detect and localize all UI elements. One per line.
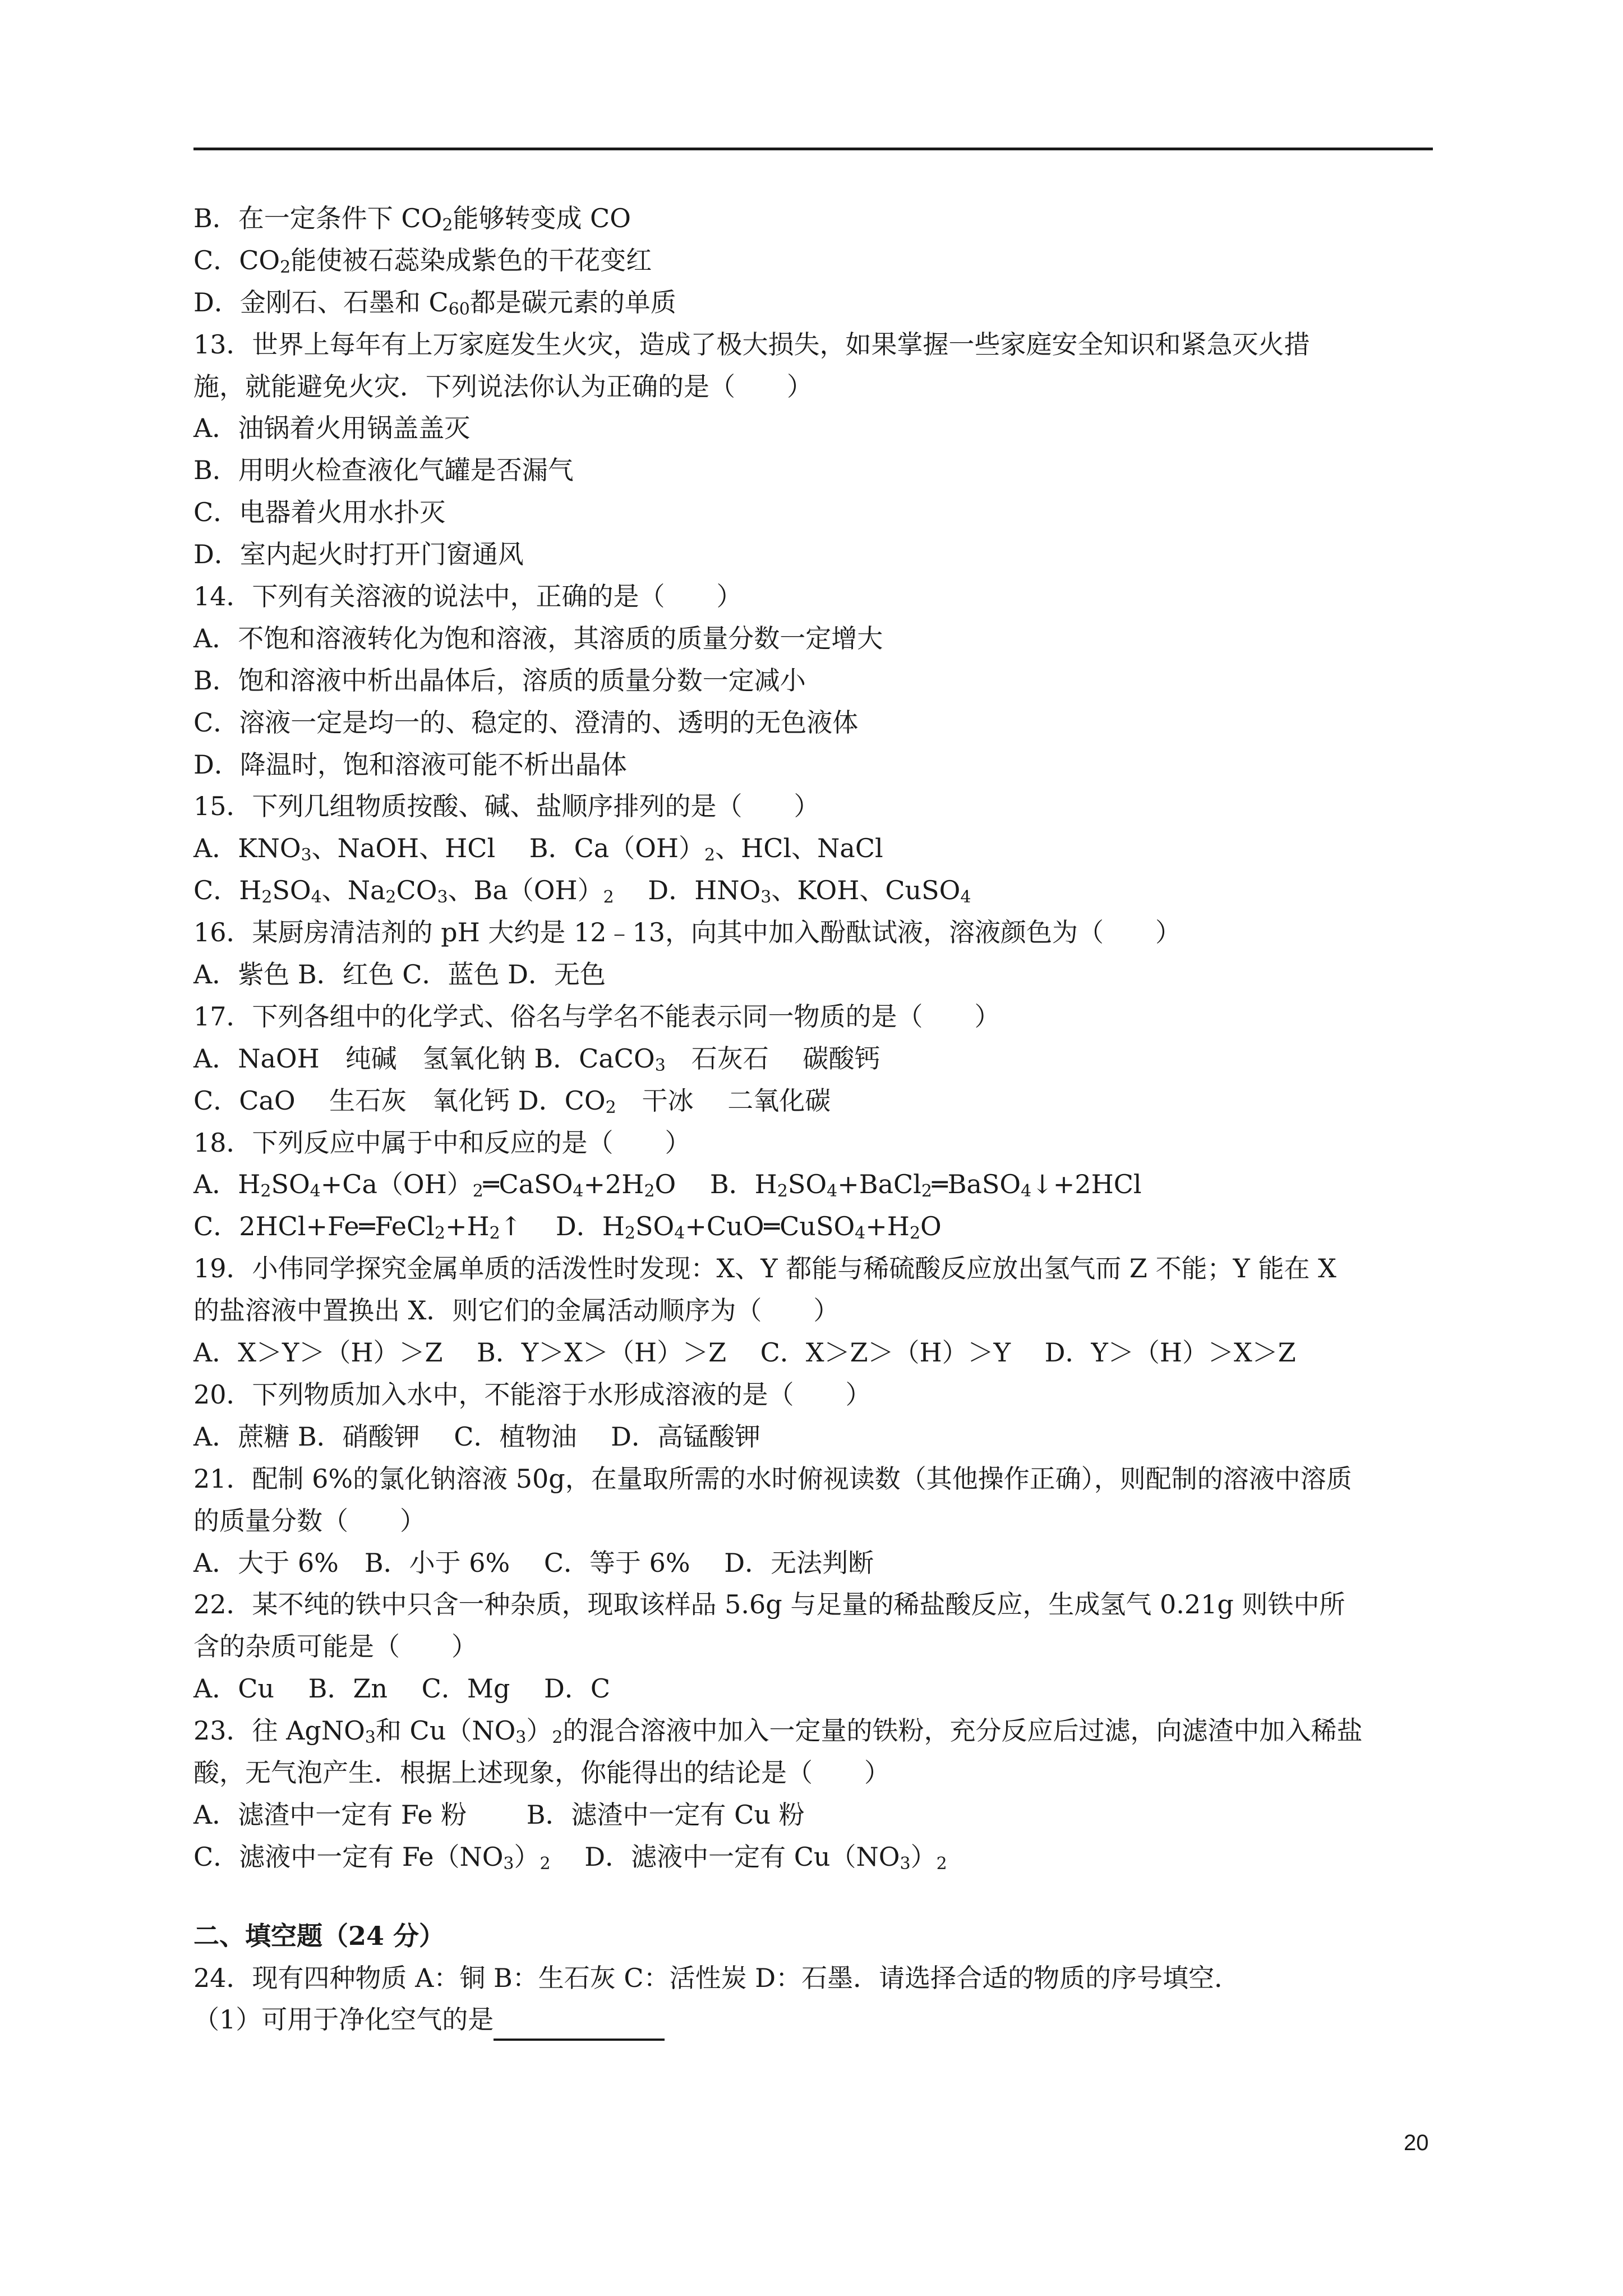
subscript: 4 — [311, 887, 322, 908]
text-run: 能使被石蕊染成紫色的干花变红 — [291, 245, 652, 275]
text-line — [193, 1458, 1436, 1500]
text-run: A．H — [193, 1169, 261, 1200]
text-line — [193, 240, 1436, 282]
text-line — [193, 533, 1436, 576]
text-line — [193, 1248, 1436, 1290]
text-run: 和 Cu（NO — [375, 1715, 516, 1746]
text-line — [193, 324, 1436, 366]
text-run: 酸，无气泡产生．根据上述现象，你能得出的结论是（ ） — [193, 1757, 890, 1788]
text-line — [193, 1163, 1436, 1205]
text-run: ） — [514, 1841, 540, 1872]
subscript: 2 — [385, 887, 396, 908]
subscript: 4 — [573, 1181, 584, 1202]
text-run: 施，就能避免火灾．下列说法你认为正确的是（ ） — [193, 371, 813, 402]
text-run: 的混合溶液中加入一定量的铁粉，充分反应后过滤，向滤渣中加入稀盐 — [562, 1715, 1363, 1746]
text-line — [193, 1205, 1436, 1248]
text-run: D．室内起火时打开门窗通风 — [193, 539, 524, 570]
text-line — [193, 1752, 1436, 1794]
text-run: B．用明火检查液化气罐是否漏气 — [193, 455, 574, 486]
text-run: A．蔗糖 B．硝酸钾 C．植物油 D．高锰酸钾 — [193, 1421, 760, 1452]
subscript: 2 — [603, 887, 614, 908]
text-line — [193, 1332, 1436, 1374]
text-run: A．紫色 B．红色 C．蓝色 D．无色 — [193, 959, 606, 990]
page-content — [193, 197, 1436, 2041]
text-run: 、KOH、CuSO — [771, 875, 961, 906]
text-line — [193, 1374, 1436, 1416]
text-run: 都是碳元素的单质 — [469, 287, 676, 318]
text-line — [193, 1957, 1436, 1999]
text-run: 14．下列有关溶液的说法中，正确的是（ ） — [193, 581, 743, 612]
text-run: D．金刚石、石墨和 C — [193, 287, 449, 318]
text-run: A．不饱和溶液转化为饱和溶液，其溶质的质量分数一定增大 — [193, 623, 883, 654]
text-run: SO — [271, 1169, 310, 1200]
answer-blank[interactable] — [494, 2009, 665, 2041]
subscript: 3 — [365, 1728, 376, 1748]
text-run: CO — [396, 875, 437, 906]
text-line — [193, 1668, 1436, 1710]
subscript: 3 — [760, 887, 772, 908]
text-run: 17．下列各组中的化学式、俗名与学名不能表示同一物质的是（ ） — [193, 1001, 1000, 1032]
subscript: 2 — [540, 1853, 551, 1874]
text-run: +Ca（OH） — [320, 1169, 473, 1200]
text-run: ↑ D．H — [500, 1211, 625, 1242]
text-run: D．滤液中一定有 Cu（NO — [550, 1841, 900, 1872]
subscript: 2 — [936, 1853, 947, 1874]
text-run: 能够转变成 CO — [453, 203, 631, 233]
section-title: 二、填空题（24 分） — [193, 1920, 445, 1951]
text-run: 、NaOH、HCl B．Ca（OH） — [311, 833, 705, 864]
text-line — [193, 618, 1436, 660]
text-run: 、HCl、NaCl — [715, 833, 883, 864]
subscript: 4 — [674, 1223, 685, 1244]
text-line — [193, 491, 1436, 533]
text-run: ） — [526, 1715, 552, 1746]
text-run: +CuO═CuSO — [685, 1211, 855, 1242]
subscript: 3 — [301, 845, 312, 866]
text-line — [193, 1122, 1436, 1164]
text-run: +H — [445, 1211, 490, 1242]
question-lines — [193, 197, 1436, 1878]
text-run: 15．下列几组物质按酸、碱、盐顺序排列的是（ ） — [193, 791, 820, 822]
text-run: 22．某不纯的铁中只含一种杂质，现取该样品 5.6g 与足量的稀盐酸反应，生成氢气 0.21g 则铁中所 — [193, 1589, 1345, 1620]
subscript: 2 — [644, 1181, 655, 1202]
text-line — [193, 1080, 1436, 1122]
text-line — [193, 1836, 1436, 1878]
text-run: C．CaO 生石灰 氧化钙 D．CO — [193, 1085, 606, 1116]
text-run: A．大于 6% B．小于 6% C．等于 6% D．无法判断 — [193, 1547, 874, 1578]
subscript: 2 — [442, 215, 453, 235]
text-run: ═CaSO — [483, 1169, 573, 1200]
text-run: +H — [865, 1211, 910, 1242]
text-run: A．滤渣中一定有 Fe 粉 B．滤渣中一定有 Cu 粉 — [193, 1799, 805, 1830]
text-line — [193, 1584, 1436, 1626]
text-run: ═BaSO — [932, 1169, 1021, 1200]
text-run: O — [920, 1211, 942, 1242]
text-run: D．HNO — [614, 875, 761, 906]
text-run: 13．世界上每年有上万家庭发生火灾，造成了极大损失，如果掌握一些家庭安全知识和紧急灭火措 — [193, 329, 1310, 360]
page-number: 20 — [1404, 2131, 1429, 2155]
subscript: 4 — [310, 1181, 321, 1202]
text-line — [193, 660, 1436, 702]
text-run: 石灰石 碳酸钙 — [665, 1043, 880, 1074]
subscript: 3 — [900, 1853, 911, 1874]
text-run: 干冰 二氧化碳 — [616, 1085, 831, 1116]
text-run: D．降温时，饱和溶液可能不析出晶体 — [193, 749, 627, 780]
subscript: 2 — [260, 1181, 271, 1202]
text-run: A．油锅着火用锅盖盖灭 — [193, 413, 471, 444]
text-line — [193, 282, 1436, 324]
text-run: C．2HCl+Fe═FeCl — [193, 1211, 435, 1242]
subscript: 2 — [624, 1223, 636, 1244]
text-run: 20．下列物质加入水中，不能溶于水形成溶液的是（ ） — [193, 1379, 872, 1410]
subscript: 2 — [777, 1181, 788, 1202]
subscript: 4 — [855, 1223, 866, 1244]
subscript: 4 — [960, 887, 971, 908]
text-run: A．KNO — [193, 833, 301, 864]
text-run: 23．往 AgNO — [193, 1715, 365, 1746]
subscript: 3 — [654, 1055, 666, 1075]
text-run: 、Ba（OH） — [448, 875, 603, 906]
subscript: 2 — [489, 1223, 500, 1244]
text-line — [193, 366, 1436, 408]
text-run: 含的杂质可能是（ ） — [193, 1631, 477, 1662]
text-run: 18．下列反应中属于中和反应的是（ ） — [193, 1127, 691, 1158]
header-rule — [193, 148, 1433, 150]
subscript: 2 — [921, 1181, 932, 1202]
text-run: 24．现有四种物质 A：铜 B：生石灰 C：活性炭 D：石墨．请选择合适的物质的序号填空． — [193, 1962, 1241, 1993]
text-run: SO — [787, 1169, 827, 1200]
subscript: 3 — [515, 1728, 527, 1748]
subscript: 3 — [437, 887, 448, 908]
text-line — [193, 576, 1436, 618]
text-run: 的质量分数（ ） — [193, 1505, 426, 1536]
subscript: 2 — [909, 1223, 921, 1244]
text-run: C．电器着火用水扑灭 — [193, 497, 446, 528]
subscript: 2 — [552, 1728, 563, 1748]
subscript: 3 — [503, 1853, 514, 1874]
text-line — [193, 702, 1436, 744]
text-line — [193, 1710, 1436, 1752]
text-run: ↓+2HCl — [1031, 1169, 1142, 1200]
text-line — [193, 954, 1436, 996]
text-line — [193, 1626, 1436, 1668]
text-line — [193, 1500, 1436, 1542]
subscript: 2 — [472, 1181, 483, 1202]
subscript: 4 — [1021, 1181, 1032, 1202]
text-run: O B．H — [654, 1169, 777, 1200]
text-run: B．饱和溶液中析出晶体后，溶质的质量分数一定减小 — [193, 665, 806, 696]
text-run: 的盐溶液中置换出 X．则它们的金属活动顺序为（ ） — [193, 1295, 840, 1326]
text-run: B．在一定条件下 CO — [193, 203, 442, 233]
text-line — [193, 1290, 1436, 1332]
text-line — [193, 407, 1436, 449]
text-line — [193, 1416, 1436, 1458]
text-line — [193, 1999, 1436, 2041]
text-line — [193, 1542, 1436, 1584]
subscript: 2 — [434, 1223, 445, 1244]
text-run: A．X＞Y＞（H）＞Z B．Y＞X＞（H）＞Z C．X＞Z＞（H）＞Y D．Y＞（H）＞X＞Z — [193, 1337, 1296, 1368]
subscript: 4 — [827, 1181, 838, 1202]
text-run: C．CO — [193, 245, 280, 275]
text-line — [193, 996, 1436, 1038]
text-run: 21．配制 6%的氯化钠溶液 50g，在量取所需的水时俯视读数（其他操作正确），则配制的溶液中溶质 — [193, 1463, 1352, 1494]
text-run: 16．某厨房清洁剂的 pH 大约是 12﹣13，向其中加入酚酞试液，溶液颜色为（ ） — [193, 917, 1182, 948]
section-gap — [193, 1878, 1436, 1915]
text-run: C．溶液一定是均一的、稳定的、澄清的、透明的无色液体 — [193, 707, 859, 738]
text-run: 、Na — [321, 875, 386, 906]
subscript: 2 — [261, 887, 273, 908]
text-run: +2H — [583, 1169, 644, 1200]
question-lines-fill-in — [193, 1957, 1436, 2041]
text-line — [193, 869, 1436, 912]
text-run: （1）可用于净化空气的是 — [193, 2004, 494, 2035]
text-run: ） — [910, 1841, 937, 1872]
text-run: 19．小伟同学探究金属单质的活泼性时发现：X、Y 都能与稀硫酸反应放出氢气而 Z 不能；Y 能在 X — [193, 1253, 1336, 1284]
text-run: SO — [635, 1211, 675, 1242]
text-run: SO — [272, 875, 311, 906]
text-line — [193, 1038, 1436, 1080]
subscript: 2 — [280, 257, 291, 277]
text-line — [193, 449, 1436, 491]
subscript: 2 — [605, 1097, 616, 1117]
text-line — [193, 1794, 1436, 1836]
text-line — [193, 785, 1436, 827]
subscript: 60 — [448, 299, 470, 319]
text-line — [193, 827, 1436, 869]
text-run: C．滤液中一定有 Fe（NO — [193, 1841, 504, 1872]
text-run: C．H — [193, 875, 262, 906]
text-line — [193, 744, 1436, 786]
text-line — [193, 197, 1436, 240]
text-run: +BaCl — [837, 1169, 921, 1200]
text-line — [193, 912, 1436, 954]
text-run: A．Cu B．Zn C．Mg D．C — [193, 1673, 611, 1704]
subscript: 2 — [704, 845, 716, 866]
text-run: A．NaOH 纯碱 氢氧化钠 B．CaCO — [193, 1043, 655, 1074]
